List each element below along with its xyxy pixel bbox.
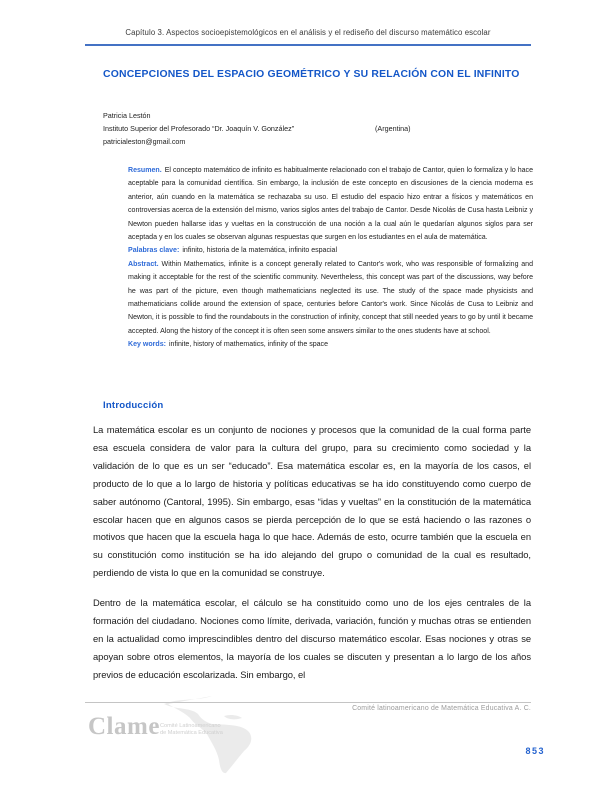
clame-logo-text: Clame bbox=[88, 713, 160, 740]
author-affiliation-row bbox=[103, 124, 533, 133]
palabras-clave-line bbox=[128, 244, 533, 257]
author-country: (Argentina) bbox=[375, 124, 411, 133]
clame-logo-subtext-line1: Comité Latinoamericano bbox=[160, 723, 221, 729]
clame-logo bbox=[88, 713, 223, 740]
abstract-paragraph bbox=[128, 258, 533, 338]
abstract-label: Abstract. bbox=[128, 260, 159, 268]
resumen-paragraph bbox=[128, 164, 533, 244]
page-number: 853 bbox=[525, 746, 545, 756]
paper-title: CONCEPCIONES DEL ESPACIO GEOMÉTRICO Y SU RELACIÓN CON EL INFINITO bbox=[103, 69, 520, 80]
clame-logo-subtext-line2: de Matemática Educativa bbox=[160, 729, 223, 736]
author-name: Patricia Lestón bbox=[103, 111, 151, 120]
body-paragraph-2: Dentro de la matemática escolar, el cálculo se ha constituido como uno de los ejes centrales de la formación del ciudadano. Nociones como límite, derivada, variación, función y muchas otras se entienden en la actualidad como imprescindibles dentro del discurso matemático escolar. Esas nociones y otras se apoyan sobre otros elementos, la mayoría de los cuales se discuten y presentan a lo largo de los años previos de educación escolarizada. Sin embargo, el bbox=[93, 597, 531, 680]
running-header: Capítulo 3. Aspectos socioepistemológicos en el análisis y el rediseño del discurso matemático escolar bbox=[125, 28, 491, 37]
resumen-label: Resumen. bbox=[128, 167, 162, 174]
key-words-text: infinite, history of mathematics, infinity of the space bbox=[168, 341, 329, 349]
introduction-body bbox=[93, 421, 531, 684]
footer-committee: Comité latinoamericano de Matemática Educativa A. C. bbox=[352, 705, 531, 712]
key-words-line bbox=[128, 338, 533, 351]
palabras-clave-text: infinito, historia de la matemática, infinito espacial bbox=[182, 247, 338, 255]
author-email: patricialeston@gmail.com bbox=[103, 137, 186, 146]
abstracts-block bbox=[128, 164, 533, 352]
author-affiliation: Instituto Superior del Profesorado “Dr. Joaquín V. González” bbox=[103, 124, 295, 133]
header-rule bbox=[85, 44, 531, 46]
footer-rule bbox=[85, 702, 531, 703]
key-words-label: Key words: bbox=[128, 341, 166, 349]
abstract-text: Within Mathematics, infinite is a concept generally related to Cantor's work, who was responsible of formalizing and making it acceptable for the rest of the scientific community. Nevertheless, this concept was part of the discussions, way before he was part of the picture, even though mathematicians neglected its use. The study of the space made physicists and mathematicians collide around the extension of space, centuries before Cantor's work. Since Nicolás de Cusa to Leibniz and Newton, it is possible to find the roundabouts in the construction of infinity, concept that still needed years to go by until it became accepted. Along the history of the concept it is often seen some answers similar to the ones students have at school. bbox=[128, 260, 533, 335]
section-heading-introduccion: Introducción bbox=[103, 400, 164, 411]
body-paragraph-1: La matemática escolar es un conjunto de nociones y procesos que la comunidad de la cual forma parte esa escuela considera de valor para la cultura del grupo, para su crecimiento como sociedad y la validación de lo que es un ser “educado”. Esa matemática escolar es, en la mayoría de los casos, el producto de lo que a lo largo de historia y políticas educativas se ha ido constituyendo como cuerpo de saber autónomo (Cantoral, 1995). Sin embargo, esas “idas y vueltas” en la constitución de la matemática escolar hacen que en algunos casos se pierda percepción de lo que se está haciendo o las razones o motivos que hacen que la escuela haga lo que hace. Además de esto, ocurre también que la escuela en su constitución como institución se ha ido alejando del grupo o comunidad de la cual es resultado, perdiendo de vista lo que en la comunidad se construye. bbox=[93, 424, 531, 579]
resumen-text: El concepto matemático de infinito es habitualmente relacionado con el trabajo de Cantor, quien lo formaliza y lo hace aceptable para la comunidad científica. Sin embargo, la inclusión de este concepto en discusiones de la ciencia moderna es anterior, aún cuando en la matemática se rechazaba su uso. El estudio del espacio hizo entrar a físicos y matemáticos en controversias acerca de la extensión del mismo, varios siglos antes del trabajo de Cantor. Desde Nicolás de Cusa hasta Leibniz y Newton pueden hallarse idas y vueltas en la construcción de una noción a la cual aún le quedarían algunos siglos para ser aceptada y en los cuales se observan algunas respuestas que surgen en los estudiantes en el aula de matemática. bbox=[128, 167, 533, 242]
clame-logo-subtext bbox=[160, 723, 250, 736]
palabras-clave-label: Palabras clave: bbox=[128, 247, 180, 255]
